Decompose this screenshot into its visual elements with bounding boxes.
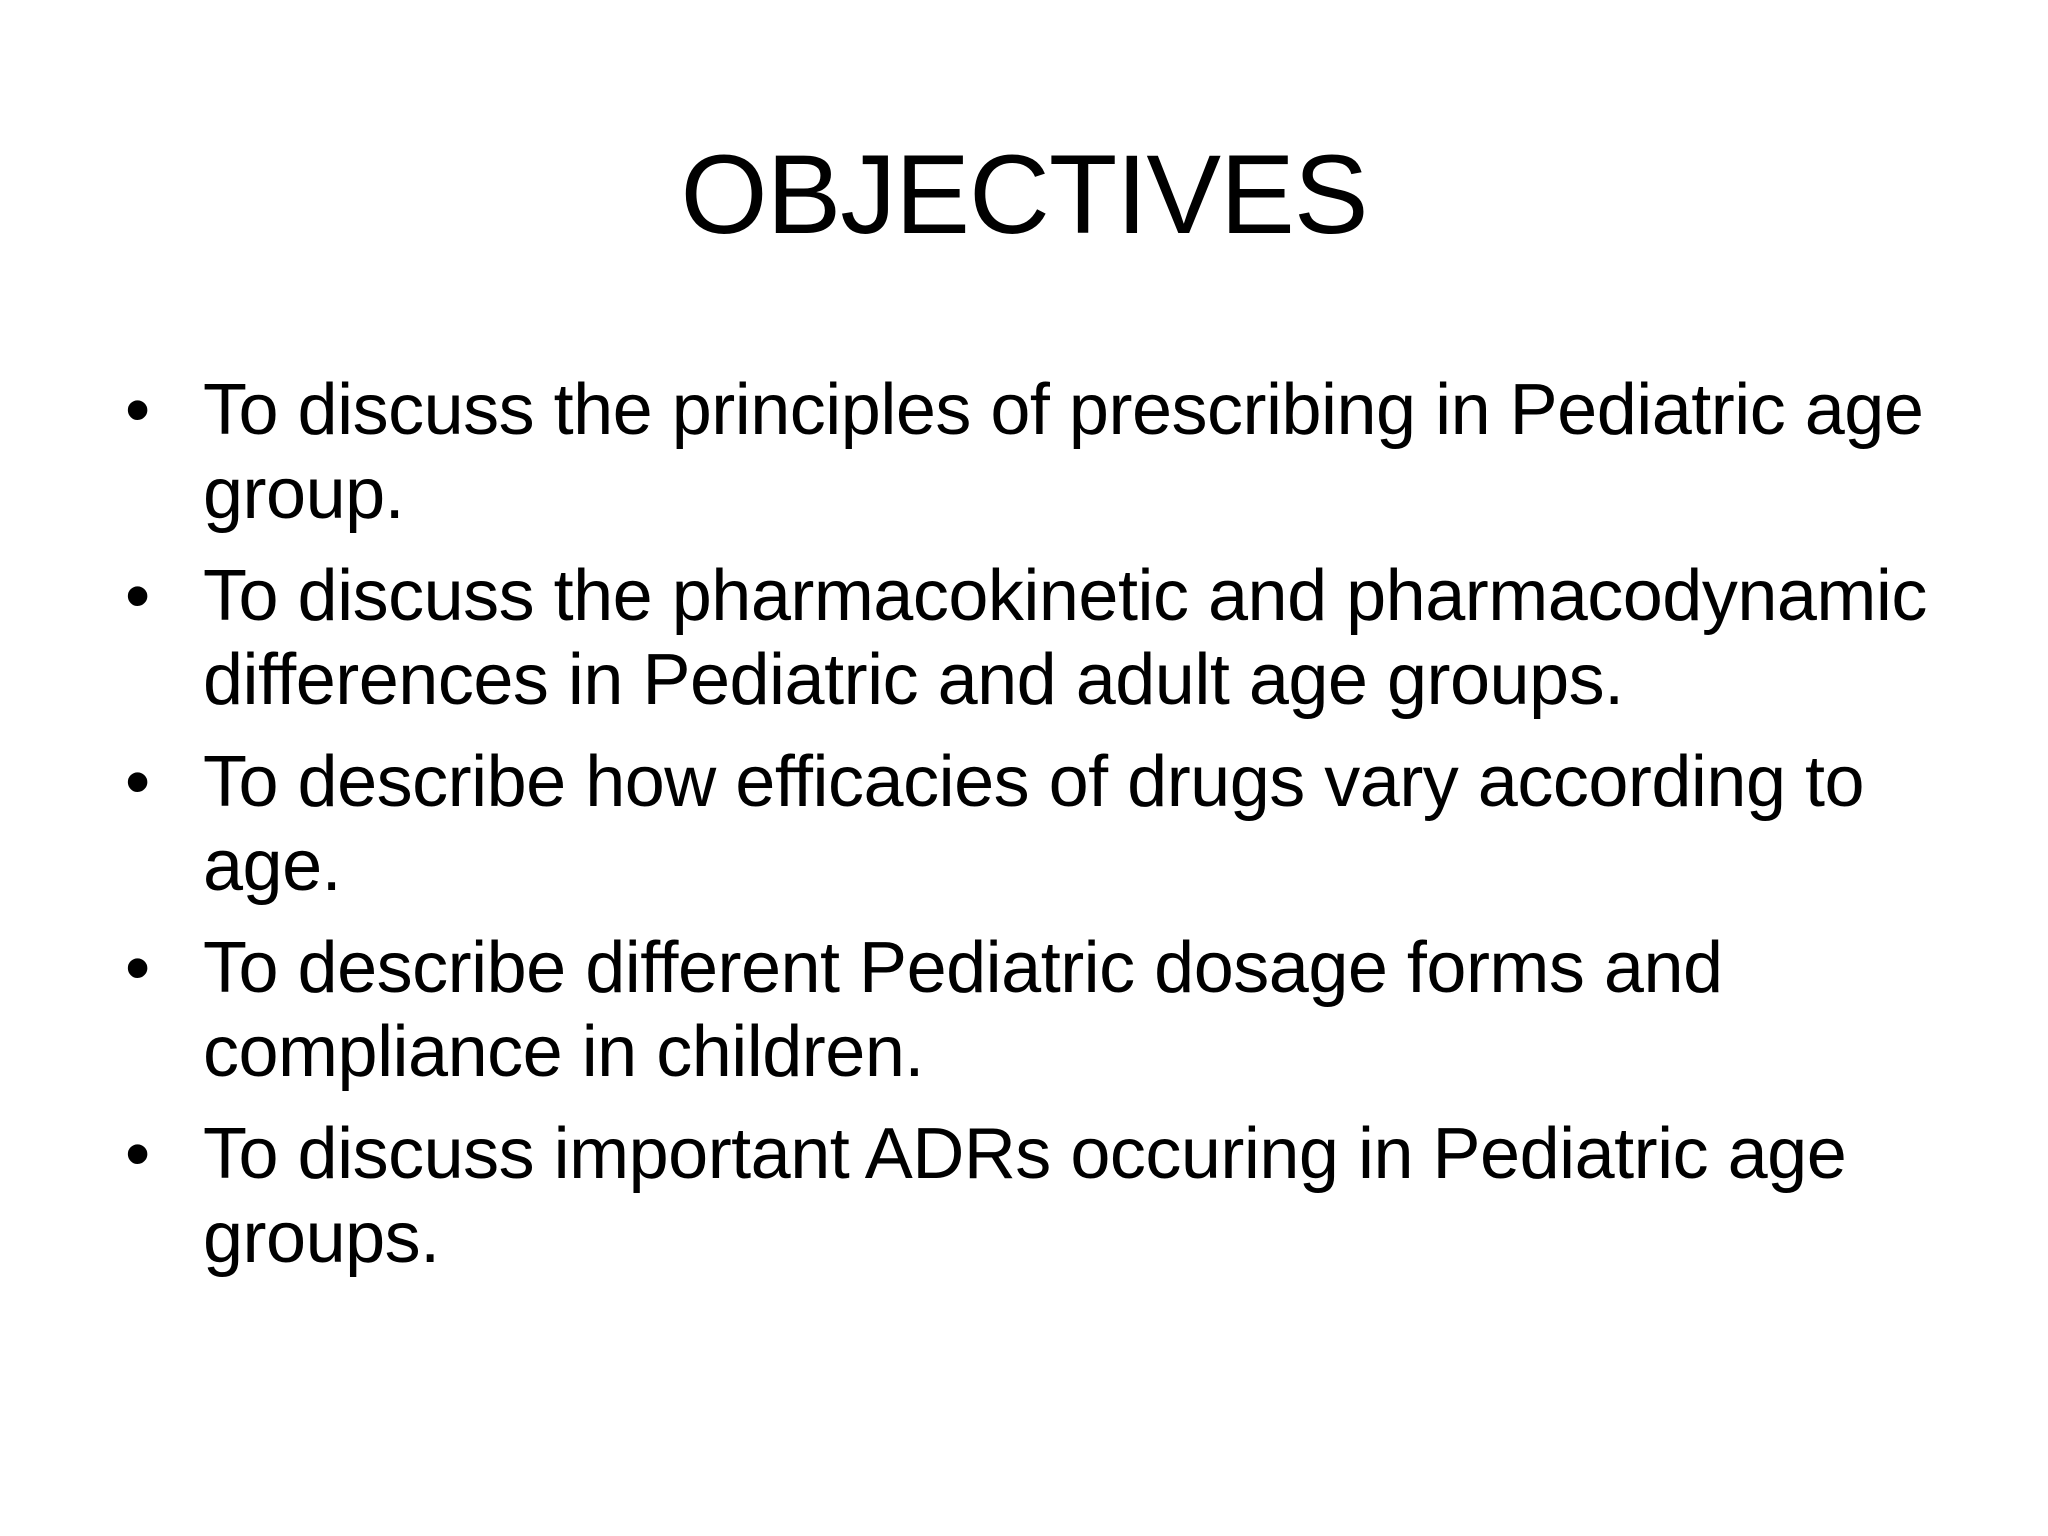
bullet-icon: • — [125, 742, 150, 822]
bullet-icon: • — [125, 1114, 150, 1194]
bullet-icon: • — [125, 556, 150, 636]
list-item — [125, 926, 1965, 1094]
list-item — [125, 368, 1965, 536]
objectives-list — [125, 368, 1965, 1298]
bullet-icon: • — [125, 370, 150, 450]
list-item-text: To discuss the pharmacokinetic and pharmacodynamic differences in Pediatric and adult age groups. — [203, 556, 1927, 720]
slide-title: OBJECTIVES — [680, 132, 1368, 257]
list-item — [125, 554, 1965, 722]
list-item — [125, 1112, 1965, 1280]
list-item — [125, 740, 1965, 908]
list-item-text: To describe different Pediatric dosage forms and compliance in children. — [203, 928, 1723, 1092]
list-item-text: To discuss the principles of prescribing in Pediatric age group. — [203, 370, 1924, 534]
bullet-icon: • — [125, 928, 150, 1008]
list-item-text: To discuss important ADRs occuring in Pediatric age groups. — [203, 1114, 1847, 1278]
list-item-text: To describe how efficacies of drugs vary according to age. — [203, 742, 1865, 906]
